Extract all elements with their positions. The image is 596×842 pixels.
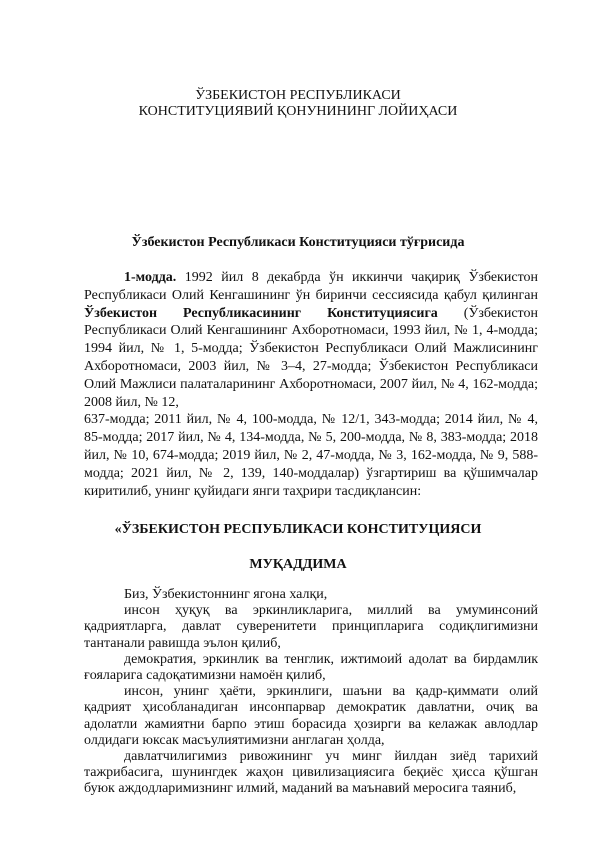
preamble-paragraph: давлатчилигимиз ривожининг уч минг йилдан зиёд тарихий тажрибасига, шунингдек жаҳон цивилизациясига беқиёс ҳисса қўшган буюк аждодларимизнинг илмий, маданий ва маънавий меросига таяниб, (84, 749, 538, 797)
article-text-2: (Ўзбекистон Республикаси Олий Кенгашининг Ахборотномаси, 1993 йил, № 1, 4-модда; 1994 йил, № 1, 5-модда; Ўзбекистон Республикаси Олий Мажлисининг Ахборотномаси, 2003 йил, № 3–4, 27-модда; Ўзбекистон Республикаси Олий Мажлиси палаталарининг Ахборотномаси, 2007 йил, № 4, 162-модда; 2008 йил, № 12, (84, 305, 538, 410)
preamble-title: МУҚАДДИМА (249, 557, 347, 572)
article-1-continuation: 637-модда; 2011 йил, № 4, 100-модда, № 12/1, 343-модда; 2014 йил, № 4, 85-модда; 2017 йил, № 4, 134-модда, № 5, 200-модда, № 8, 383-модда; 2018 йил, № 10, 674-модда; 2019 йил, № 2, 47-модда, № 3, 162-модда, № 9, 588-модда; 2021 йил, № 2, 139, 140-моддалар) ўзгартириш ва қўшимчалар киритилиб, унинг қуйидаги янги таҳрири тасдиқлансин: (84, 412, 538, 499)
article-bold-text: Ўзбекистон Республикасининг Конституциясига (84, 305, 438, 321)
document-header (0, 88, 596, 120)
preamble-paragraph: Биз, Ўзбекистоннинг ягона халқи, (124, 587, 328, 602)
article-1-paragraph (84, 269, 538, 411)
header-line-1: ЎЗБЕКИСТОН РЕСПУБЛИКАСИ (195, 88, 401, 103)
preamble-paragraph: инсон ҳуқуқ ва эркинликларига, миллий ва умуминсоний қадриятларга, давлат суверенитети принципларига содиқлигимизни тантанали равишда эълон қилиб, (84, 603, 538, 651)
article-1 (84, 269, 538, 500)
preamble (84, 587, 538, 798)
constitution-title: «ЎЗБЕКИСТОН РЕСПУБЛИКАСИ КОНСТИТУЦИЯСИ (114, 522, 482, 537)
article-text-1: 1992 йил 8 декабрда ўн иккинчи чақириқ Ўзбекистон Республикаси Олий Кенгашининг ўн биринчи сессиясида қабул қилинган (84, 270, 538, 303)
article-label: 1-модда. (124, 270, 177, 285)
header-line-2: КОНСТИТУЦИЯВИЙ ҚОНУНИНИНГ ЛОЙИҲАСИ (138, 104, 458, 119)
preamble-paragraph: демократия, эркинлик ва тенглик, ижтимоий адолат ва бирдамлик ғояларига садоқатимизни намоён қилиб, (84, 651, 538, 684)
preamble-paragraph: инсон, унинг ҳаёти, эркинлиги, шаъни ва қадр-қиммати олий қадрият ҳисобланадиган инсонпарвар демократик давлатни, очиқ ва адолатли жамиятни барпо этиш борасида ҳозирги ва келажак авлодлар олдидаги юксак масъулиятимизни англаган ҳолда, (84, 684, 538, 748)
law-subtitle: Ўзбекистон Республикаси Конституцияси тўғрисида (131, 235, 465, 250)
